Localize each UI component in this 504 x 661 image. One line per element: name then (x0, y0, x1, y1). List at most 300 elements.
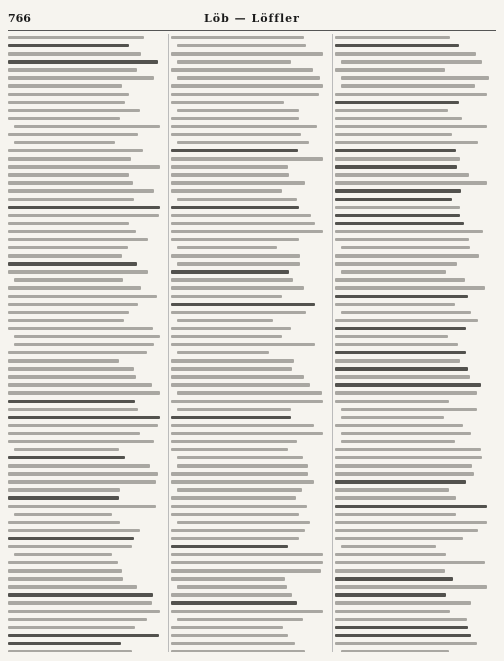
directory-entry (8, 66, 166, 73)
directory-entry (171, 559, 329, 566)
directory-entry (8, 422, 166, 429)
directory-entry (171, 58, 329, 65)
entry-text-line (341, 545, 436, 548)
entry-text-line (14, 125, 160, 128)
entry-text-line (171, 133, 301, 136)
entry-text-line (171, 577, 285, 580)
directory-entry (171, 163, 329, 170)
directory-entry (171, 74, 329, 81)
directory-entry (335, 333, 493, 340)
column-divider (332, 34, 333, 652)
directory-entry (8, 398, 166, 405)
entry-text-line (8, 60, 158, 63)
entry-text-line (341, 60, 482, 63)
entry-text-line (8, 383, 152, 386)
directory-entry (171, 276, 329, 283)
directory-entry (171, 147, 329, 154)
directory-entry (171, 325, 329, 332)
entry-text-line (335, 359, 460, 362)
entry-text-line (335, 529, 478, 532)
entry-text-line (14, 513, 112, 516)
directory-entry (171, 511, 329, 518)
entry-text-line (177, 408, 291, 411)
entry-text-line (8, 76, 154, 79)
entry-text-line (171, 472, 308, 475)
entry-text-line (171, 181, 305, 184)
directory-entry (335, 131, 493, 138)
directory-entry (8, 511, 166, 518)
entry-text-line (8, 68, 137, 71)
directory-entry (335, 123, 493, 130)
directory-entry (335, 519, 493, 526)
directory-entry (8, 414, 166, 421)
entry-text-line (8, 117, 120, 120)
directory-entry (8, 470, 166, 477)
entry-text-line (335, 254, 479, 257)
directory-entry (171, 438, 329, 445)
directory-entry (335, 511, 493, 518)
entry-text-line (335, 537, 463, 540)
entry-text-line (8, 189, 154, 192)
directory-entry (335, 107, 493, 114)
entry-text-line (177, 246, 277, 249)
entry-text-line (8, 198, 134, 201)
directory-entry (335, 220, 493, 227)
entry-text-line (8, 367, 134, 370)
entry-text-line (8, 165, 160, 168)
directory-entry (335, 187, 493, 194)
directory-entry (335, 454, 493, 461)
directory-entry (171, 220, 329, 227)
entry-text-line (335, 214, 460, 217)
entry-text-line (335, 52, 476, 55)
directory-entry (8, 624, 166, 631)
directory-entry (171, 632, 329, 639)
directory-entry (335, 42, 493, 49)
directory-entry (171, 551, 329, 558)
directory-entry (8, 462, 166, 469)
directory-entry (171, 478, 329, 485)
directory-entry (8, 58, 166, 65)
entry-text-line (14, 343, 154, 346)
entry-text-line (177, 456, 303, 459)
directory-entry (171, 155, 329, 162)
entry-text-line (341, 432, 471, 435)
entry-text-line (171, 157, 323, 160)
entry-text-line (171, 593, 292, 596)
entry-text-line (171, 173, 289, 176)
directory-entry (8, 503, 166, 510)
entry-text-line (341, 270, 446, 273)
directory-entry (335, 58, 493, 65)
entry-text-line (8, 101, 125, 104)
directory-entry (8, 147, 166, 154)
directory-entry (335, 583, 493, 590)
entry-text-line (341, 311, 471, 314)
directory-entry (335, 357, 493, 364)
entry-text-line (8, 561, 118, 564)
directory-entry (171, 131, 329, 138)
directory-entry (8, 155, 166, 162)
directory-entry (8, 333, 166, 340)
entry-text-line (8, 84, 122, 87)
directory-entry (335, 236, 493, 243)
entry-text-line (171, 537, 299, 540)
directory-entry (8, 575, 166, 582)
entry-text-line (8, 359, 119, 362)
entry-text-line (8, 626, 135, 629)
entry-text-line (341, 246, 470, 249)
directory-entry (8, 107, 166, 114)
entry-text-line (8, 262, 137, 265)
entry-text-line (335, 569, 445, 572)
directory-entry (8, 309, 166, 316)
directory-entry (8, 608, 166, 615)
entry-text-line (335, 141, 478, 144)
entry-text-line (171, 286, 304, 289)
entry-text-line (335, 521, 487, 524)
directory-entry (8, 494, 166, 501)
directory-entry (8, 179, 166, 186)
entry-text-line (8, 593, 153, 596)
directory-entry (335, 438, 493, 445)
directory-entry (335, 365, 493, 372)
directory-entry (335, 535, 493, 542)
directory-entry (8, 301, 166, 308)
entry-text-line (335, 480, 466, 483)
directory-entry (171, 486, 329, 493)
entry-text-line (177, 319, 273, 322)
directory-entry (8, 50, 166, 57)
directory-entry (335, 624, 493, 631)
directory-entry (335, 260, 493, 267)
entry-text-line (177, 198, 297, 201)
directory-entry (335, 155, 493, 162)
entry-text-line (335, 448, 481, 451)
entry-text-line (171, 214, 311, 217)
directory-entry (8, 454, 166, 461)
entry-text-line (8, 424, 158, 427)
directory-entry (171, 349, 329, 356)
entry-text-line (177, 391, 322, 394)
directory-entry (335, 309, 493, 316)
directory-entry (8, 139, 166, 146)
directory-entry (8, 559, 166, 566)
entry-text-line (8, 222, 129, 225)
directory-entry (8, 82, 166, 89)
directory-entry (8, 406, 166, 413)
directory-entry (171, 608, 329, 615)
directory-entry (8, 543, 166, 550)
entry-text-line (335, 36, 450, 39)
entry-text-line (8, 238, 148, 241)
directory-entry (8, 131, 166, 138)
entry-text-line (335, 319, 478, 322)
directory-entry (8, 567, 166, 574)
directory-entry (171, 398, 329, 405)
entry-text-line (171, 68, 313, 71)
directory-entry (171, 648, 329, 652)
directory-entry (171, 66, 329, 73)
directory-entry (335, 82, 493, 89)
entry-text-line (8, 36, 144, 39)
entry-text-line (14, 278, 123, 281)
entry-text-line (171, 383, 310, 386)
directory-entry (171, 236, 329, 243)
entry-text-line (335, 601, 471, 604)
entry-text-line (335, 456, 482, 459)
directory-entry (335, 470, 493, 477)
directory-entry (171, 583, 329, 590)
directory-entry (335, 414, 493, 421)
directory-entry (335, 599, 493, 606)
directory-entry (335, 422, 493, 429)
directory-entry (171, 196, 329, 203)
entry-text-line (8, 569, 122, 572)
directory-entry (8, 284, 166, 291)
directory-entry (171, 252, 329, 259)
directory-entry (171, 309, 329, 316)
directory-entry (171, 171, 329, 178)
entry-text-line (341, 84, 475, 87)
directory-entry (8, 196, 166, 203)
page-number: 766 (8, 12, 31, 25)
entry-text-line (171, 650, 305, 652)
directory-entry (8, 293, 166, 300)
entry-text-line (8, 303, 138, 306)
directory-entry (335, 398, 493, 405)
entry-text-line (335, 618, 467, 621)
running-head: Löb — Löffler (204, 12, 300, 25)
directory-entry (335, 341, 493, 348)
entry-text-line (335, 44, 459, 47)
directory-entry (8, 244, 166, 251)
directory-entry (335, 543, 493, 550)
directory-entry (8, 632, 166, 639)
entry-text-line (8, 375, 136, 378)
entry-text-line (335, 198, 452, 201)
directory-entry (335, 632, 493, 639)
directory-entry (171, 82, 329, 89)
entry-text-line (171, 359, 294, 362)
directory-entry (171, 454, 329, 461)
entry-text-line (171, 278, 293, 281)
entry-text-line (8, 618, 147, 621)
directory-entry (335, 317, 493, 324)
directory-entry (171, 567, 329, 574)
directory-entry (335, 381, 493, 388)
entry-text-line (8, 529, 140, 532)
directory-entry (171, 414, 329, 421)
directory-entry (8, 187, 166, 194)
entry-text-line (8, 93, 129, 96)
directory-entry (171, 616, 329, 623)
directory-entry (8, 260, 166, 267)
entry-text-line (171, 569, 321, 572)
entry-text-line (171, 189, 282, 192)
entry-text-line (8, 311, 129, 314)
directory-entry (335, 608, 493, 615)
directory-entry (335, 228, 493, 235)
directory-entry (8, 551, 166, 558)
entry-text-line (8, 173, 129, 176)
entry-text-line (171, 416, 291, 419)
directory-entry (335, 252, 493, 259)
entry-text-line (335, 424, 463, 427)
directory-entry (8, 446, 166, 453)
entry-text-line (8, 650, 132, 652)
directory-entry (335, 559, 493, 566)
entry-text-line (171, 295, 282, 298)
entry-text-line (335, 335, 448, 338)
entry-text-line (8, 585, 137, 588)
entry-text-line (8, 157, 131, 160)
entry-text-line (335, 101, 459, 104)
entry-text-line (14, 448, 119, 451)
directory-entry (171, 624, 329, 631)
directory-entry (335, 34, 493, 41)
directory-entry (171, 204, 329, 211)
entry-text-line (335, 295, 468, 298)
entry-text-line (8, 44, 129, 47)
entry-text-line (8, 545, 132, 548)
entry-text-line (8, 432, 140, 435)
entry-text-line (8, 634, 159, 637)
entry-text-line (8, 610, 160, 613)
entry-text-line (335, 327, 466, 330)
entry-text-line (8, 505, 156, 508)
directory-entry (171, 503, 329, 510)
directory-entry (8, 430, 166, 437)
entry-text-line (171, 642, 295, 645)
column-3 (335, 34, 493, 652)
directory-entry (335, 139, 493, 146)
entry-text-line (8, 472, 158, 475)
directory-entry (335, 575, 493, 582)
entry-text-line (8, 214, 159, 217)
entry-text-line (335, 513, 456, 516)
entry-text-line (171, 375, 304, 378)
entry-text-line (8, 109, 140, 112)
directory-entry (8, 389, 166, 396)
directory-entry (8, 99, 166, 106)
directory-entry (171, 212, 329, 219)
entry-text-line (335, 505, 487, 508)
directory-entry (335, 91, 493, 98)
entry-text-line (171, 206, 299, 209)
entry-text-line (335, 181, 487, 184)
directory-entry (171, 123, 329, 130)
directory-entry (8, 341, 166, 348)
directory-entry (335, 293, 493, 300)
entry-text-line (171, 311, 306, 314)
entry-text-line (335, 68, 445, 71)
directory-entry (171, 591, 329, 598)
directory-entry (171, 543, 329, 550)
directory-entry (171, 365, 329, 372)
entry-text-line (335, 206, 460, 209)
directory-entry (171, 381, 329, 388)
page-header (0, 12, 504, 28)
entry-text-line (335, 165, 457, 168)
entry-text-line (171, 553, 323, 556)
entry-text-line (177, 618, 303, 621)
entry-text-line (171, 601, 297, 604)
directory-entry (171, 575, 329, 582)
directory-entry (335, 446, 493, 453)
directory-entry (8, 123, 166, 130)
entry-text-line (177, 60, 291, 63)
entry-text-line (177, 262, 300, 265)
directory-entry (335, 591, 493, 598)
directory-entry (8, 365, 166, 372)
entry-text-line (8, 496, 119, 499)
column-divider (168, 34, 169, 652)
directory-entry (171, 42, 329, 49)
entry-text-line (177, 141, 309, 144)
entry-text-line (177, 109, 299, 112)
entry-text-line (335, 367, 468, 370)
entry-text-line (8, 391, 160, 394)
entry-text-line (335, 262, 457, 265)
entry-text-line (341, 408, 477, 411)
directory-entry (335, 74, 493, 81)
directory-entry (171, 268, 329, 275)
entry-text-line (8, 416, 160, 419)
directory-entry (171, 333, 329, 340)
directory-entry (8, 91, 166, 98)
entry-text-line (171, 270, 289, 273)
directory-entry (171, 228, 329, 235)
entry-text-line (177, 488, 302, 491)
directory-entry (335, 494, 493, 501)
entry-text-line (171, 238, 299, 241)
directory-entry (171, 357, 329, 364)
directory-entry (335, 66, 493, 73)
entry-text-line (8, 52, 141, 55)
directory-entry (335, 527, 493, 534)
directory-entry (171, 470, 329, 477)
entry-text-line (8, 480, 156, 483)
directory-entry (8, 42, 166, 49)
directory-entry (335, 147, 493, 154)
entry-text-line (177, 76, 320, 79)
entry-text-line (171, 367, 292, 370)
entry-text-line (335, 93, 487, 96)
entry-text-line (171, 125, 317, 128)
directory-entry (171, 115, 329, 122)
entry-text-line (335, 125, 487, 128)
entry-text-line (8, 206, 160, 209)
entry-text-line (335, 173, 469, 176)
entry-text-line (171, 400, 323, 403)
entry-text-line (8, 286, 141, 289)
directory-entry (8, 115, 166, 122)
directory-entry (335, 204, 493, 211)
entry-text-line (335, 400, 449, 403)
directory-entry (335, 115, 493, 122)
directory-entry (171, 494, 329, 501)
entry-text-line (8, 133, 138, 136)
entry-text-line (8, 246, 128, 249)
entry-text-line (335, 375, 470, 378)
directory-entry (171, 389, 329, 396)
entry-text-line (335, 472, 474, 475)
entry-text-line (335, 133, 452, 136)
directory-entry (8, 268, 166, 275)
entry-text-line (171, 343, 315, 346)
directory-entry (171, 284, 329, 291)
